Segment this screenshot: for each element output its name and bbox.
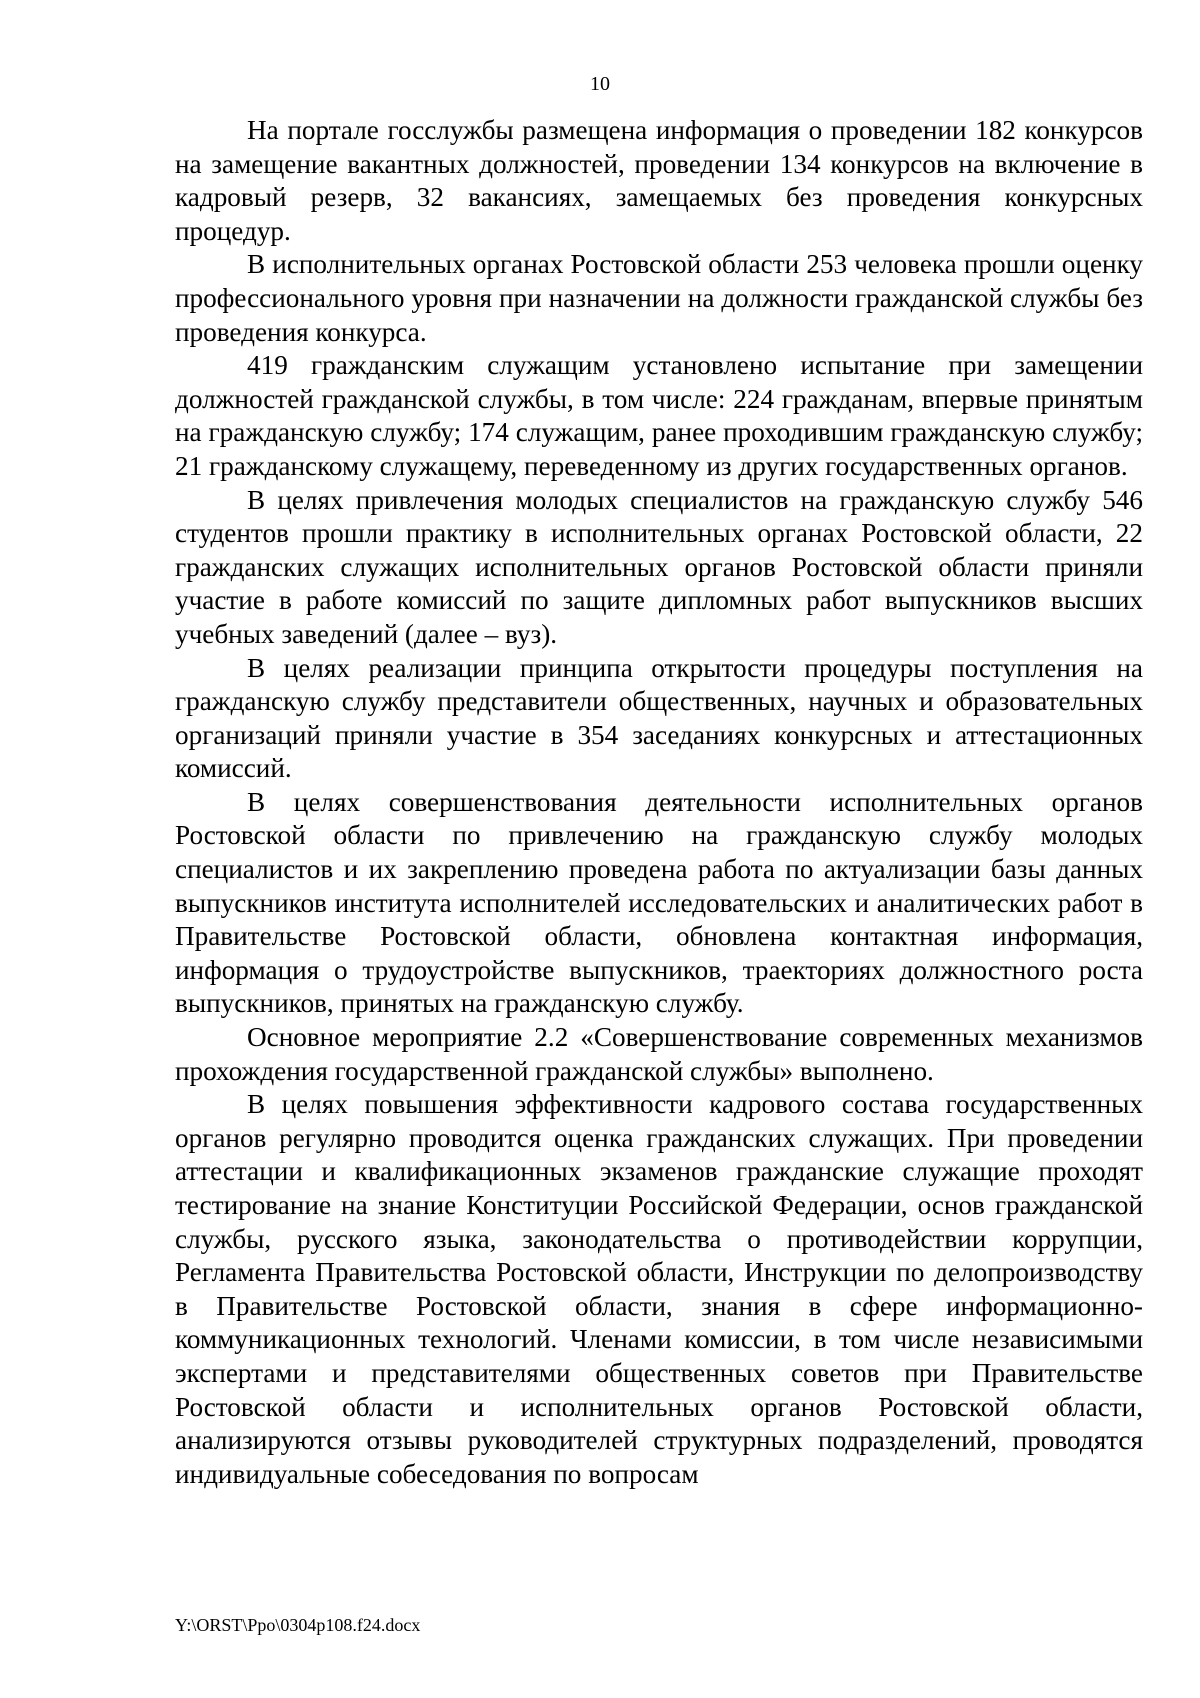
paragraph-graduates-database: В целях совершенствования деятельности исполнительных органов Ростовской области по привлечению на гражданскую службу молодых специалистов и их закреплению проведена работа по актуализации базы данных выпускников института исполнителей исследовательских и аналитических работ в Правительстве Ростовской области, обновлена контактная информация, информация о трудоустройстве выпускников, траекториях должностного роста выпускников, принятых на гражданскую службу. [175,786,1143,1019]
paragraph-professional-assessment: В исполнительных органах Ростовской области 253 человека прошли оценку профессионального уровня при назначении на должности гражданской службы без проведения конкурса. [175,249,1143,347]
page-number: 10 [590,73,610,95]
paragraph-main-activity: Основное мероприятие 2.2 «Совершенствование современных механизмов прохождения государственной гражданской службы» выполнено. [175,1022,1143,1086]
paragraph-openness: В целях реализации принципа открытости процедуры поступления на гражданскую службу представители общественных, научных и образовательных организаций приняли участие в 354 заседаниях конкурсных и аттестационных комиссий. [175,652,1143,784]
paragraph-contest-info: На портале госслужбы размещена информация о проведении 182 конкурсов на замещение вакантных должностей, проведении 134 конкурсов на включение в кадровый резерв, 32 вакансиях, замещаемых без проведения конкурсных процедур. [175,115,1143,246]
footer-file-path: Y:\ORST\Ppo\0304p108.f24.docx [175,1615,421,1635]
paragraph-young-specialists: В целях привлечения молодых специалистов на гражданскую службу 546 студентов прошли практику в исполнительных органах Ростовской области, 22 гражданских служащих исполнительных органов Ростовской области приняли участие в работе комиссий по защите дипломных работ выпускников высших учебных заведений (далее – вуз). [175,484,1143,649]
paragraph-probation: 419 гражданским служащим установлено испытание при замещении должностей гражданской службы, в том числе: 224 гражданам, впервые принятым на гражданскую службу; 174 служащим, ранее проходившим гражданскую службу; 21 гражданскому служащему, переведенному из других государственных органов. [175,350,1143,481]
document-body [175,114,1143,1491]
paragraph-staff-assessment: В целях повышения эффективности кадрового состава государственных органов регулярно проводится оценка гражданских служащих. При проведении аттестации и квалификационных экзаменов гражданские служащие проходят тестирование на знание Конституции Российской Федерации, основ гражданской службы, русского языка, законодательства о противодействии коррупции, Регламента Правительства Ростовской области, Инструкции по делопроизводству в Правительстве Ростовской области, знания в сфере информационно-коммуникационных технологий. Членами комиссии, в том числе независимыми экспертами и представителями общественных советов при Правительстве Ростовской области и исполнительных органов Ростовской области, анализируются отзывы руководителей структурных подразделений, проводятся индивидуальные собеседования по вопросам [175,1089,1143,1489]
